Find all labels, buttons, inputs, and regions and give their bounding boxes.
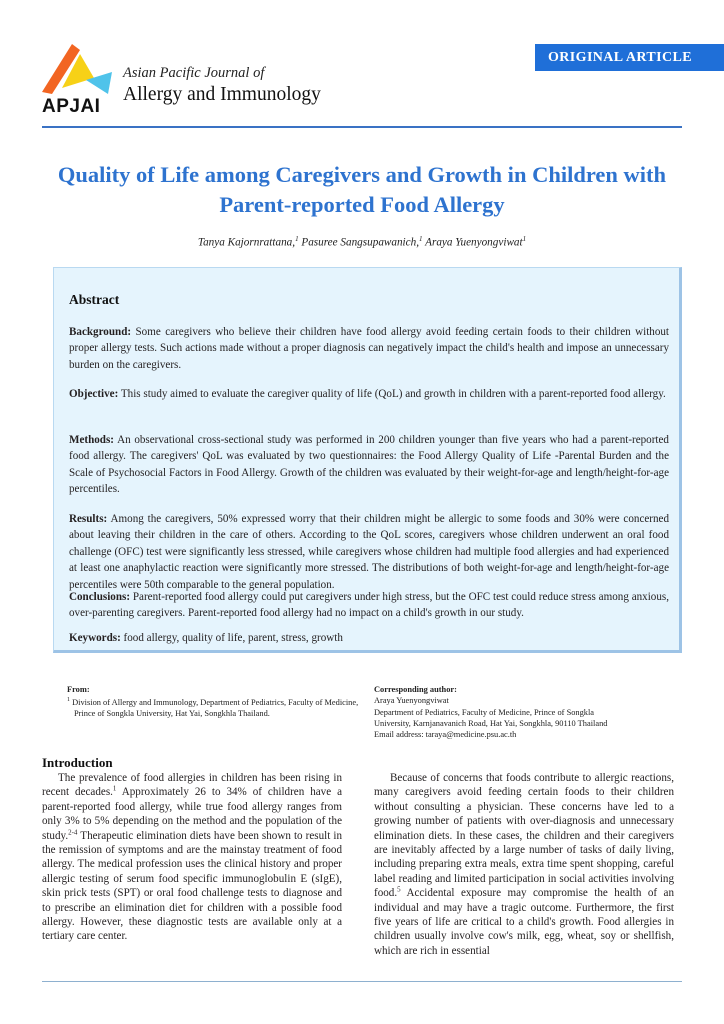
- author-affiliation-mark: 1: [295, 235, 299, 243]
- section-label: Methods:: [69, 434, 114, 446]
- section-label: Results:: [69, 513, 108, 525]
- author-list: [20, 235, 704, 249]
- journal-name-line1: Asian Pacific Journal of: [123, 65, 265, 81]
- abstract-results: [69, 511, 669, 593]
- corresponding-address-line2: University, Karnjanavanich Road, Hat Yai, Songkhla, 90110 Thailand: [374, 718, 608, 728]
- introduction-right-column: [374, 771, 674, 958]
- body-text: Approximately 26 to 34% of children have a parent-reported food allergy, while true food allergy ranges from only 3% to 5% depending on the method and the population of the study.: [42, 786, 342, 842]
- section-text: Among the caregivers, 50% expressed worry that their children might be allergic to some foods and 30% were concerned about leaving their children in the care of others. According to the QoL scores, caregivers whose children underwent an oral food challenge (OFC) test were significantly less stressed, while caregivers whose children had multiple food allergies and had experienced at least one anaphylactic reaction were significantly more stressed. The distributions of both weight-for-age and length/height-for-age percentiles were 50th comparable to the general population.: [69, 513, 669, 591]
- author-name: Tanya Kajornrattana,: [197, 236, 296, 249]
- introduction-heading: Introduction: [42, 755, 113, 770]
- abstract-conclusions: [69, 589, 669, 622]
- corresponding-author-block: [374, 684, 694, 740]
- affiliation-text: [67, 695, 367, 719]
- affiliation-body: Division of Allergy and Immunology, Department of Pediatrics, Faculty of Medicine, Prince of Songkla University, Hat Yai, Songkhla Thailand.: [72, 698, 359, 719]
- section-text: food allergy, quality of life, parent, stress, growth: [123, 632, 343, 644]
- corresponding-label: Corresponding author:: [374, 685, 457, 694]
- abstract-keywords: [69, 630, 669, 646]
- from-label: From:: [67, 685, 90, 694]
- journal-logo: [42, 42, 116, 118]
- body-text: The prevalence of food allergies in children has been rising in recent decades.: [42, 772, 342, 799]
- logo-wordmark: APJAI: [42, 96, 101, 117]
- corresponding-address-line1: Department of Pediatrics, Faculty of Medicine, Prince of Songkla: [374, 707, 595, 717]
- abstract-background: [69, 324, 669, 373]
- header-divider: [42, 126, 682, 128]
- section-text: Parent-reported food allergy could put caregivers under high stress, but the OFC test could reduce stress among anxious, over-parenting caregivers. Parent-reported food allergy had no impact on a child's growth in our study.: [69, 591, 669, 620]
- abstract-methods: [69, 432, 669, 498]
- author-affiliation-mark: 1: [419, 235, 423, 243]
- abstract-box: [53, 267, 682, 653]
- citation-ref[interactable]: 2-4: [68, 827, 78, 836]
- author-name: Araya Yuenyongviwat: [425, 236, 523, 249]
- section-label: Conclusions:: [69, 591, 131, 603]
- abstract-heading: Abstract: [69, 292, 120, 307]
- section-label: Background:: [69, 326, 132, 338]
- article-title: Quality of Life among Caregivers and Growth in Children with Parent-reported Food Allergy: [57, 162, 667, 217]
- author-name: Pasuree Sangsupawanich,: [301, 236, 420, 249]
- section-text: This study aimed to evaluate the caregiver quality of life (QoL) and growth in children with a parent-reported food allergy.: [120, 388, 666, 400]
- section-label: Objective:: [69, 388, 119, 400]
- introduction-left-column: [42, 771, 342, 944]
- section-text: An observational cross-sectional study was performed in 200 children younger than five years who had a parent-reported food allergy. The caregivers' QoL was evaluated by two questionnaires: the Food Allergy Quality of Life -Parental Burden and the Scale of Psychosocial Factors in Food Allergy. Growth of the children was evaluated by their weight-for-age and length/height-for-age percentiles.: [69, 434, 669, 496]
- journal-name-line2: Allergy and Immunology: [123, 84, 321, 105]
- body-text: Because of concerns that foods contribute to allergic reactions, many caregivers avoid feeding certain foods to their children without consulting a physician. These concerns have led to a growing number of patients with over-diagnosis and unnecessary elimination diets. In these cases, the children and their caregivers are inevitably affected by a large number of tasks of daily living, including preparing extra meals, extra time spent shopping, careful label reading and limited participation in social activities involving food.: [374, 772, 674, 900]
- citation-ref[interactable]: 1: [112, 784, 117, 793]
- section-label: Keywords:: [69, 632, 121, 644]
- affiliation-block: [67, 684, 367, 720]
- article-type-badge: ORIGINAL ARTICLE: [535, 44, 724, 71]
- abstract-objective: [69, 386, 669, 402]
- logo-triangle-icon: [42, 42, 116, 98]
- author-affiliation-mark: 1: [522, 235, 527, 243]
- section-text: Some caregivers who believe their children have food allergy avoid feeding certain foods to their children without proper allergy tests. Such actions made without a proper diagnosis can negatively impact the child's health and impose an unnecessary burden on the caregivers.: [69, 326, 670, 371]
- corresponding-name: Araya Yuenyongviwat: [374, 696, 449, 706]
- citation-ref[interactable]: 5: [397, 885, 401, 894]
- footer-divider: [42, 981, 682, 982]
- affiliation-mark: 1: [67, 697, 70, 704]
- body-text: Accidental exposure may compromise the health of an individual and may have a tragic outcome. Furthermore, the first five years of life are critical to a child's growth. Food allergies in children usually involve cow's milk, egg, wheat, soy or shellfish, which are rich in essential: [374, 887, 674, 957]
- body-text: Therapeutic elimination diets have been shown to result in the remission of symptoms and are the mainstay treatment of food allergy. The medical profession uses the clinical history and proper allergic testing of serum food specific immunoglobulin E (sIgE), skin prick tests (SPT) or oral food challenge tests to diagnose and to prescribe an elimination diet for children with a possible food allergy. However, these diagnostic tests are available only at a tertiary care center.: [42, 829, 342, 943]
- corresponding-email[interactable]: Email address: taraya@medicine.psu.ac.th: [374, 730, 517, 740]
